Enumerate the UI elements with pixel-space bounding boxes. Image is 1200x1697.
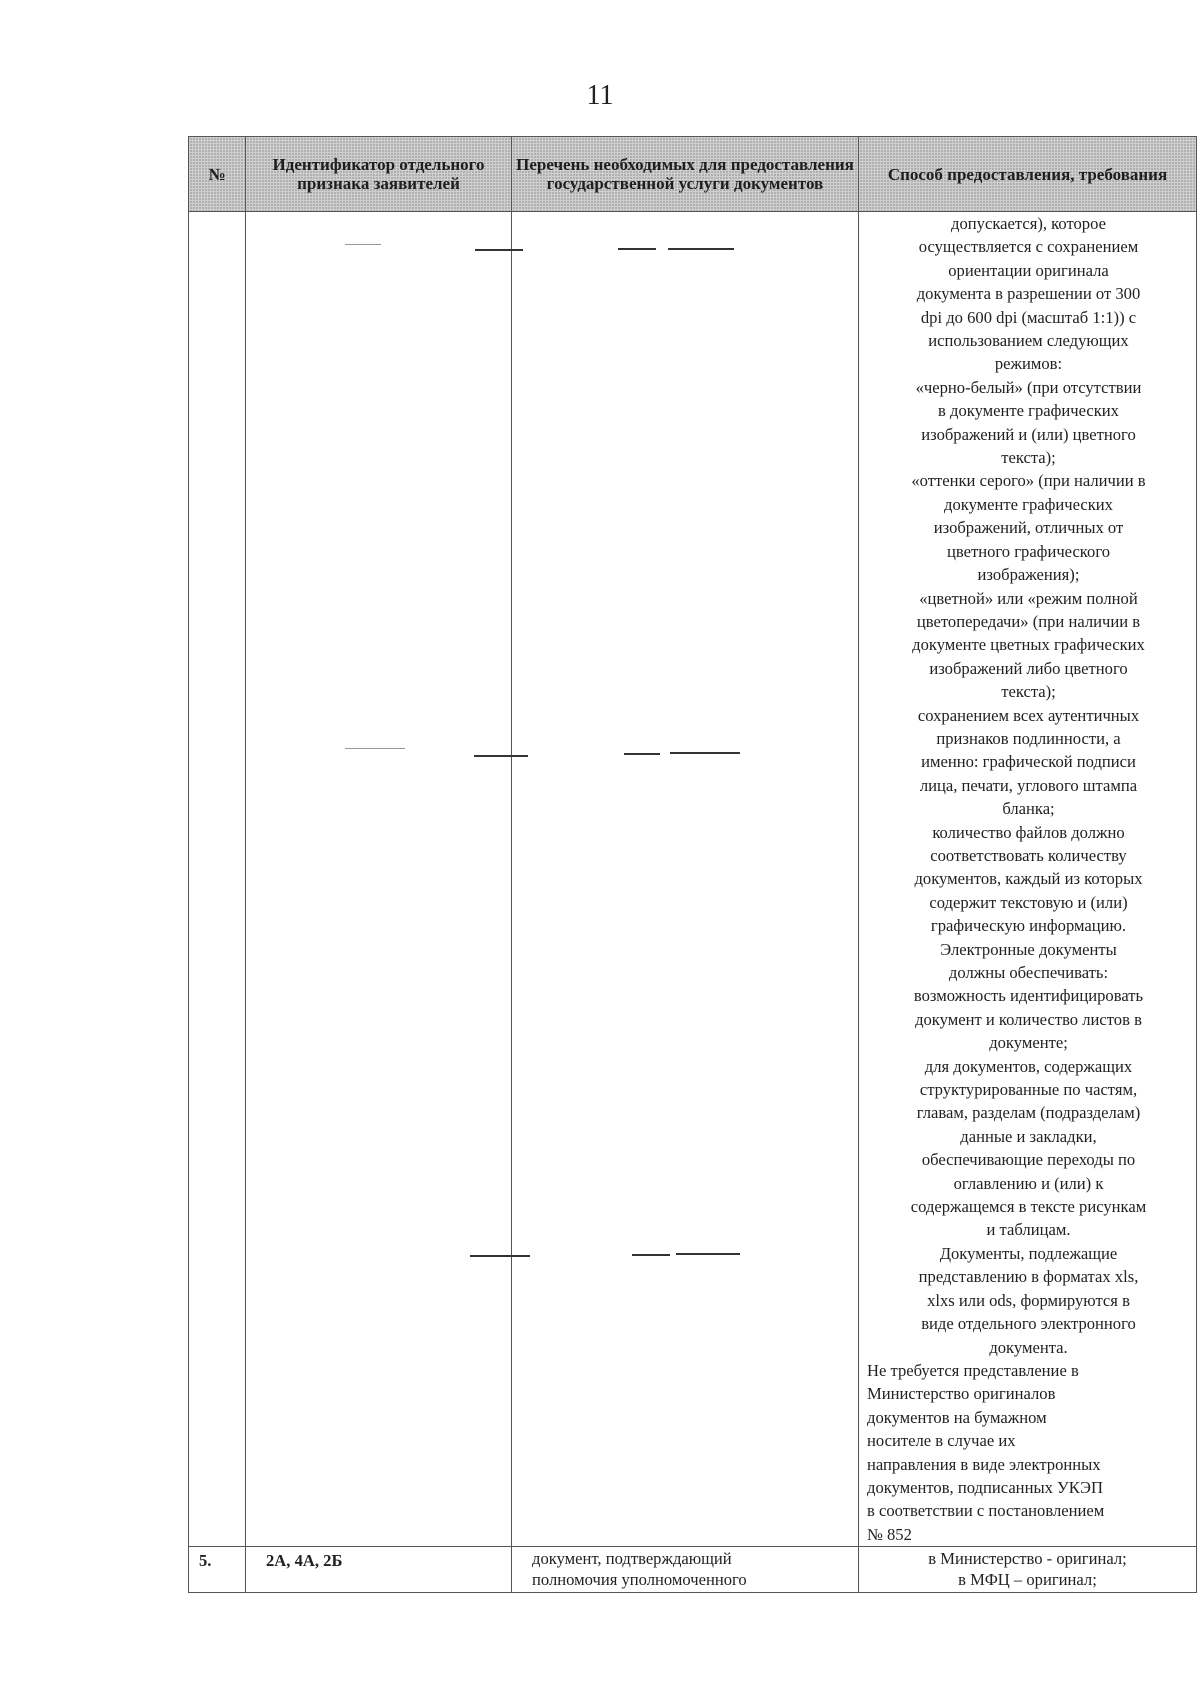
row5-method-line: в МФЦ – оригинал; [958,1570,1097,1590]
row5-documents-line: документ, подтверждающий [532,1549,732,1569]
method-line: графическую информацию. [930,916,1127,936]
scan-mark [475,249,523,251]
row5-identifier: 2А, 4А, 2Б [246,1547,512,1593]
scan-mark [668,248,734,250]
method-line: текста); [1001,448,1056,468]
row5-documents [512,1547,859,1593]
method-line: использованием следующих [928,331,1129,351]
method-line: именно: графической подписи [921,752,1136,772]
method-line: «черно-белый» (при отсутствии [915,377,1142,397]
table-row-continued [189,212,1197,1547]
method-line: носителе в случае их [867,1431,1016,1451]
method-line: документов на бумажном [867,1407,1047,1427]
method-line: соответствовать количеству [930,845,1127,865]
table-row-5 [189,1547,1197,1593]
continued-method-cell [859,212,1197,1547]
method-line: «оттенки серого» (при наличии в [911,471,1146,491]
method-line: Документы, подлежащие [939,1243,1118,1263]
method-line: документа. [989,1337,1068,1357]
method-line: режимов: [994,354,1063,374]
requirements-table [188,136,1197,1593]
method-line: ориентации оригинала [948,260,1109,280]
method-line: содержит текстовую и (или) [929,892,1128,912]
method-line: лица, печати, углового штампа [919,775,1138,795]
method-line: данные и закладки, [960,1126,1097,1146]
method-line: xlxs или ods, формируются в [927,1290,1130,1310]
method-line: обеспечивающие переходы по [921,1150,1136,1170]
method-line: оглавлению и (или) к [953,1173,1104,1193]
method-line: главам, разделам (подразделам) [916,1103,1141,1123]
method-line: Электронные документы [940,939,1117,959]
scan-mark [618,248,656,250]
method-line: для документов, содержащих [924,1056,1133,1076]
method-line: № 852 [867,1524,912,1544]
method-line: бланка; [1002,799,1055,819]
method-line: «цветной» или «режим полной [919,588,1138,608]
scan-mark [670,752,740,754]
method-line: Министерство оригиналов [867,1384,1056,1404]
method-line: осуществляется с сохранением [918,237,1139,257]
header-documents: Перечень необходимых для предоставления государственной услуги документов [512,137,859,212]
row5-method-line: в Министерство - оригинал; [928,1549,1127,1569]
method-line: структурированные по частям, [919,1080,1138,1100]
header-identifier: Идентификатор отдельного признака заявителей [246,137,512,212]
header-method: Способ предоставления, требования [859,137,1197,212]
scan-mark [470,1255,530,1257]
method-line: и таблицам. [986,1220,1071,1240]
method-line: документа в разрешении от 300 [916,284,1141,304]
scan-mark [345,244,381,245]
method-line: виде отдельного электронного [921,1314,1136,1334]
continued-identifier-cell [246,212,512,1547]
scan-mark [624,753,660,755]
method-text-left [867,1359,1190,1546]
continued-number-cell [189,212,246,1547]
method-line: количество файлов должно [932,822,1125,842]
method-line: представлению в форматах xls, [918,1267,1139,1287]
row5-method [859,1547,1197,1593]
method-line: в соответствии с постановлением [867,1501,1105,1521]
method-line: содержащемся в тексте рисункам [910,1197,1147,1217]
method-line: должны обеспечивать: [948,963,1109,982]
scan-mark [474,755,528,757]
scan-mark [676,1253,740,1255]
method-line: цветопередачи» (при наличии в [916,611,1141,631]
method-line: изображений, отличных от [933,518,1124,538]
method-line: изображений и (или) цветного [921,424,1136,444]
method-line: признаков подлинности, а [936,728,1121,748]
method-line: документов, каждый из которых [914,869,1143,889]
method-line: возможность идентифицировать [913,986,1144,1006]
method-line: текста); [1001,682,1056,702]
method-line: направления в виде электронных [867,1454,1101,1474]
method-line: документе цветных графических [912,635,1145,655]
method-line: сохранением всех аутентичных [917,705,1140,725]
table-header-row [189,137,1197,212]
method-line: изображений либо цветного [929,658,1128,678]
method-line: документе; [989,1033,1068,1053]
method-line: изображения); [977,565,1080,585]
scan-mark [345,748,405,749]
method-line: документ и количество листов в [915,1009,1142,1029]
method-line: в документе графических [938,401,1119,421]
method-line: документов, подписанных УКЭП [867,1477,1103,1497]
page-number: 11 [586,80,614,111]
scan-mark [632,1254,670,1256]
method-text-centered [867,212,1190,1359]
continued-documents-cell [512,212,859,1547]
method-line: Не требуется представление в [867,1360,1079,1380]
row5-documents-line: полномочия уполномоченного [532,1570,747,1590]
row5-number: 5. [189,1547,246,1593]
method-line: допускается), которое [951,214,1106,233]
method-line: документе графических [944,494,1113,514]
method-line: dpi до 600 dpi (масштаб 1:1)) с [920,307,1137,327]
method-line: цветного графического [946,541,1111,561]
header-number: № [189,137,246,212]
